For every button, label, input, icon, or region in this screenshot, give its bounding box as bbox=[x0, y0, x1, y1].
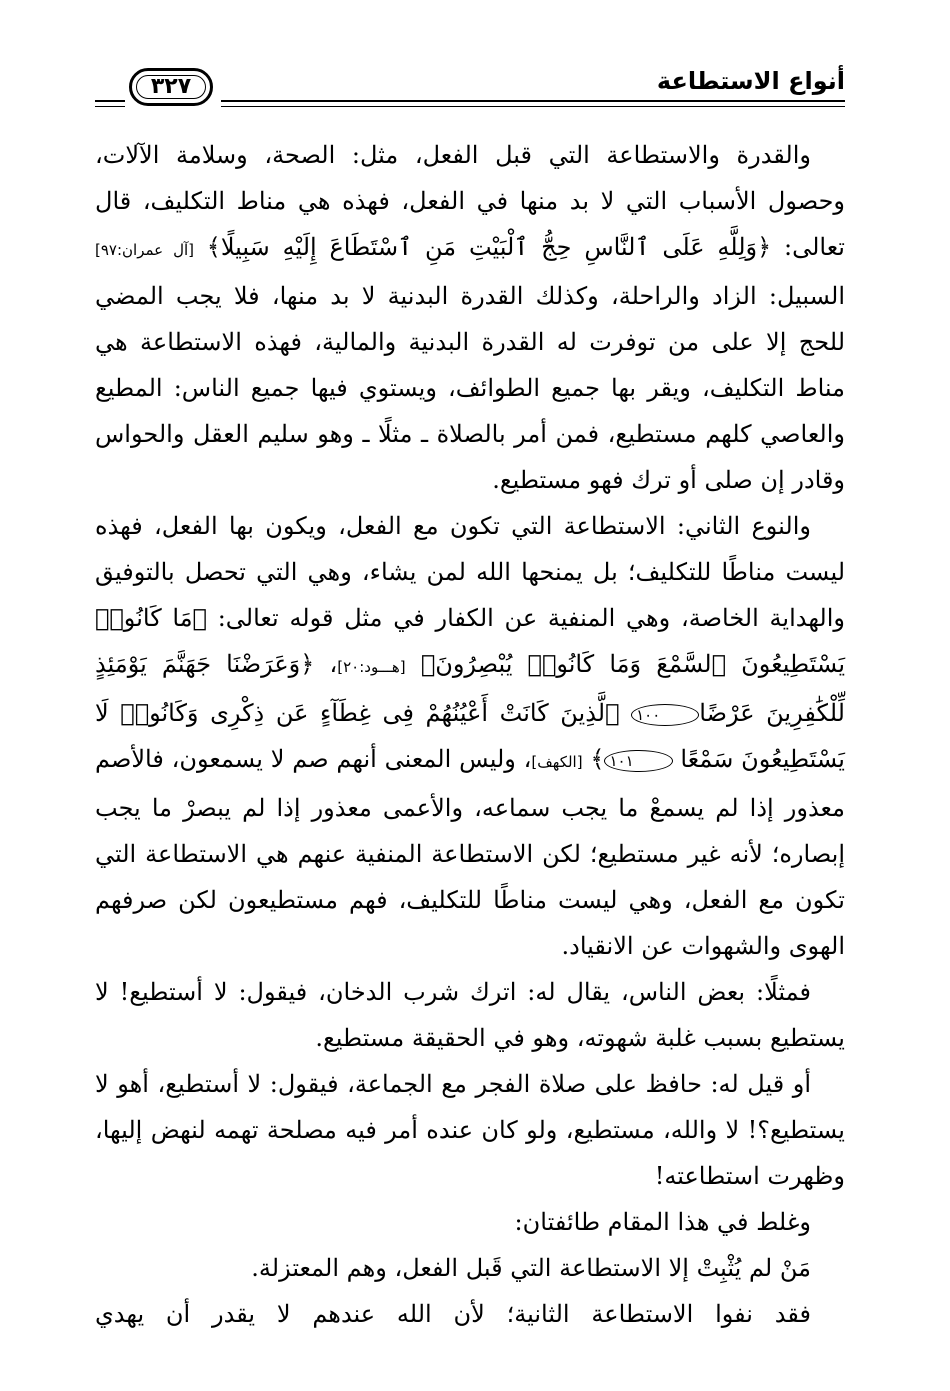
text-run bbox=[194, 233, 207, 261]
page-header bbox=[95, 60, 845, 122]
text-run: ، وليس المعنى أنهم صم لا يسمعون، فالأصم معذور إذا لم يسمعْ ما يجب سماعه، والأعمى معذور إذا لم يبصرْ ما يجب إبصاره؛ لأنه غير مستطيع؛ لكن الاستطاعة المنفية عنهم هي الاستطاعة التي تكون مع الفعل، وهي ليست مناطًا للتكليف، فهم مستطيعون لكن صرفهم الهوى والشهوات عن الانقياد. bbox=[95, 745, 845, 960]
quran-verse: ﴿وَعَرَضْنَا جَهَنَّمَ يَوْمَئِذٍ لِّلْكَٰفِرِينَ عَرْضًا bbox=[95, 650, 845, 727]
quran-verse: ﴾ bbox=[590, 745, 605, 773]
paragraph-2 bbox=[95, 503, 845, 969]
verse-reference: [هـــود:٢٠] bbox=[337, 658, 406, 676]
header-rule-lower-right bbox=[221, 106, 845, 107]
page-number: ٣٢٧ bbox=[150, 74, 192, 99]
paragraph-4 bbox=[95, 1061, 845, 1199]
quran-verse: ﴿مَا كَانُوا۟ يَسْتَطِيعُونَ ٱلسَّمْعَ وَمَا كَانُوا۟ يُبْصِرُونَ﴾ bbox=[95, 604, 846, 678]
header-rule-upper-left bbox=[95, 100, 125, 102]
quran-verse: ٱلَّذِينَ كَانَتْ أَعْيُنُهُمْ فِى غِطَآءٍ عَن ذِكْرِى وَكَانُوا۟ لَا يَسْتَطِيعُونَ سَمْعًا bbox=[95, 699, 845, 773]
text-run: وغلط في هذا المقام طائفتان: bbox=[514, 1208, 811, 1236]
text-run: السبيل: الزاد والراحلة، وكذلك القدرة البدنية لا بد منها، فلا يجب المضي للحج إلا على من توفرت له القدرة البدنية والمالية، فهذه الاستطاعة هي مناط التكليف، ويقر بها جميع الطوائف، ويستوي فيها جميع الناس: المطيع والعاصي كلهم مستطيع، فمن أمر بالصلاة ـ مثلًا ـ وهو سليم العقل والحواس وقادر إن صلى أو ترك فهو مستطيع. bbox=[95, 282, 846, 494]
text-run: أو قيل له: حافظ على صلاة الفجر مع الجماعة، فيقول: لا أستطيع، أهو لا يستطيع؟! لا والله، مستطيع، ولو كان عنده أمر فيه مصلحة تهمه لنهض إليها، وظهرت استطاعته! bbox=[95, 1070, 845, 1190]
paragraph-5 bbox=[95, 1199, 845, 1245]
paragraph-1 bbox=[95, 132, 845, 503]
text-run: ، bbox=[314, 650, 338, 678]
verse-reference: [آل عمران:٩٧] bbox=[95, 241, 194, 259]
verse-reference: [الكهف] bbox=[531, 753, 583, 771]
paragraph-3 bbox=[95, 969, 845, 1061]
header-rule-lower-left bbox=[95, 106, 125, 107]
body-text bbox=[95, 132, 845, 1337]
text-run: مَنْ لم يُثْبِتْ إلا الاستطاعة التي قَبل الفعل، وهم المعتزلة. bbox=[251, 1254, 811, 1282]
ayah-number-mark: ١٠٠ bbox=[631, 704, 699, 726]
text-run: فمثلًا: بعض الناس، يقال له: اترك شرب الدخان، فيقول: لا أستطيع! لا يستطيع بسبب غلبة شهوته، وهو في الحقيقة مستطيع. bbox=[95, 978, 845, 1052]
text-run: والنوع الثاني: الاستطاعة التي تكون مع الفعل، ويكون بها الفعل، فهذه ليست مناطًا للتكليف؛ بل يمنحها الله لمن يشاء، وهي التي تحصل بالتوفيق والهداية الخاصة، وهي المنفية عن الكفار في مثل قوله تعالى: bbox=[95, 512, 845, 632]
page-number-badge bbox=[129, 68, 213, 106]
header-rule-upper-right bbox=[221, 100, 845, 102]
paragraph-6 bbox=[95, 1245, 845, 1291]
chapter-title: أنواع الاستطاعة bbox=[656, 67, 845, 95]
text-run: والقدرة والاستطاعة التي قبل الفعل، مثل: الصحة، وسلامة الآلات، وحصول الأسباب التي لا بد منها في الفعل، فهذه هي مناط التكليف، قال تعالى: bbox=[95, 141, 845, 261]
text-run bbox=[406, 650, 421, 678]
paragraph-7 bbox=[95, 1291, 845, 1337]
ayah-number-mark: ١٠١ bbox=[604, 750, 672, 772]
text-run: فقد نفوا الاستطاعة الثانية؛ لأن الله عندهم لا يقدر أن يهدي bbox=[95, 1300, 811, 1328]
quran-verse: ﴿وَلِلَّهِ عَلَى ٱلنَّاسِ حِجُّ ٱلْبَيْتِ مَنِ ٱسْتَطَاعَ إِلَيْهِ سَبِيلًا﴾ bbox=[206, 233, 772, 261]
